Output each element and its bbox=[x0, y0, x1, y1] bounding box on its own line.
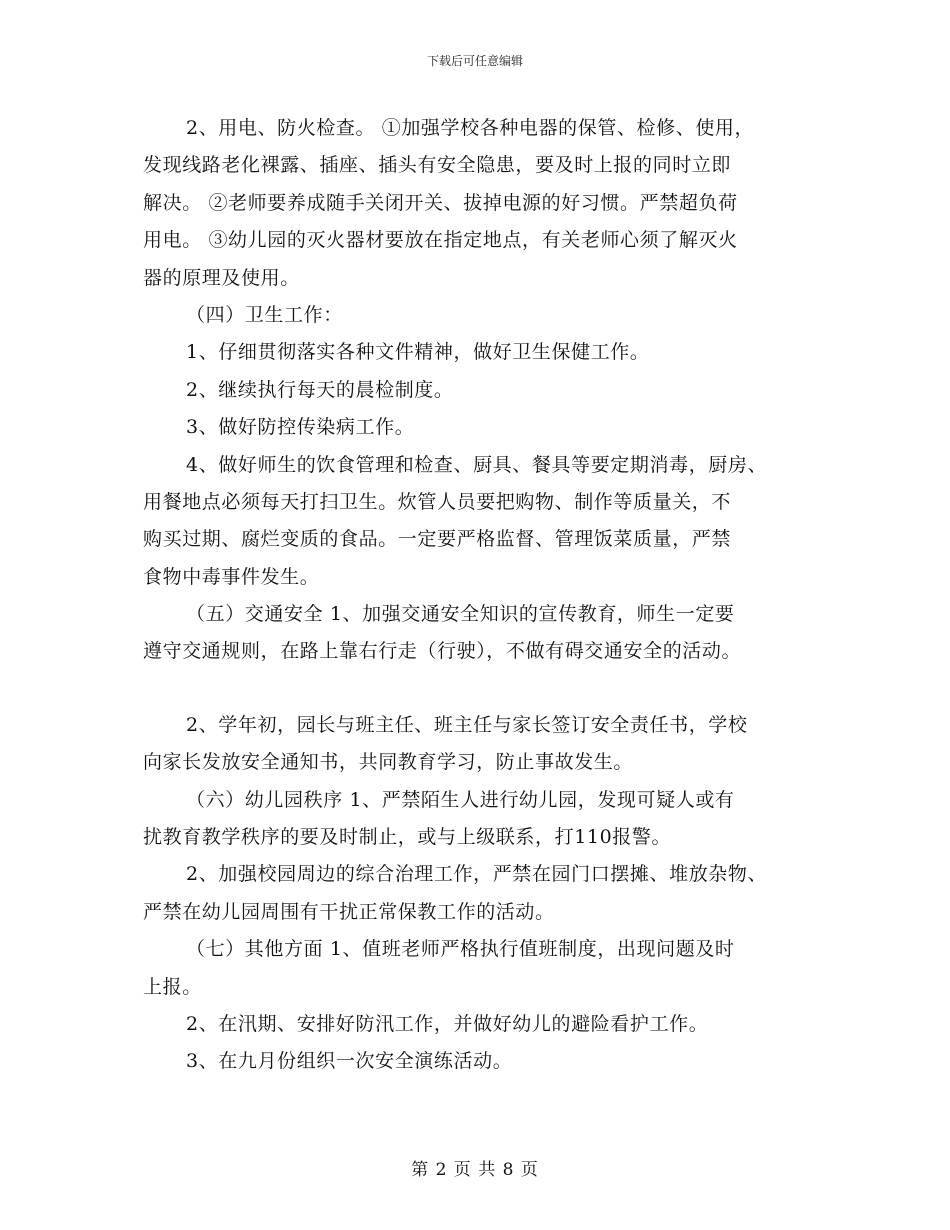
paragraph-line: 购买过期、腐烂变质的食品。一定要严格监督、管理饭菜质量，严禁 bbox=[143, 528, 732, 551]
paragraph-line: 发现线路老化裸露、插座、插头有安全隐患，要及时上报的同时立即 bbox=[143, 154, 732, 177]
section-heading: （四）卫生工作： bbox=[186, 303, 343, 326]
paragraph-line: 遵守交通规则，在路上靠右行走（行驶），不做有碍交通安全的活动。 bbox=[143, 640, 742, 663]
paragraph-line: 1、仔细贯彻落实各种文件精神，做好卫生保健工作。 bbox=[186, 341, 650, 364]
section-heading: （七）其他方面 1、值班老师严格执行值班制度，出现问题及时 bbox=[186, 938, 735, 961]
section-heading: （五）交通安全 1、加强交通安全知识的宣传教育，师生一定要 bbox=[186, 603, 735, 626]
paragraph-line: 食物中毒事件发生。 bbox=[143, 565, 320, 588]
paragraph-line: 2、加强校园周边的综合治理工作，严禁在园门口摆摊、堆放杂物、 bbox=[186, 863, 768, 886]
paragraph-line: 2、用电、防火检查。 ①加强学校各种电器的保管、检修、使用， bbox=[186, 117, 755, 139]
document-body bbox=[143, 110, 833, 1081]
paragraph-line: 用电。 ③幼儿园的灭火器材要放在指定地点，有关老师心须了解灭火 bbox=[143, 229, 738, 252]
paragraph-line: 2、在汛期、安排好防汛工作，并做好幼儿的避险看护工作。 bbox=[186, 1012, 709, 1035]
paragraph-line: 4、做好师生的饮食管理和检查、厨具、餐具等要定期消毒，厨房、 bbox=[186, 453, 768, 476]
paragraph-line: 2、继续执行每天的晨检制度。 bbox=[186, 378, 454, 401]
paragraph-line: 3、在九月份组织一次安全演练活动。 bbox=[186, 1050, 513, 1073]
page-header: 下载后可任意编辑 bbox=[426, 54, 523, 68]
paragraph-line: 扰教育教学秩序的要及时制止，或与上级联系，打110报警。 bbox=[143, 826, 672, 849]
paragraph-line: 用餐地点必须每天打扫卫生。炊管人员要把购物、制作等质量关，不 bbox=[143, 490, 732, 513]
page-footer: 第 2 页 共 8 页 bbox=[411, 1160, 539, 1180]
section-heading: （六）幼儿园秩序 1、严禁陌生人进行幼儿园，发现可疑人或有 bbox=[186, 788, 735, 811]
paragraph-line: 2、学年初，园长与班主任、班主任与家长签订安全责任书，学校 bbox=[186, 713, 748, 736]
paragraph-line: 解决。 ②老师要养成随手关闭开关、拔掉电源的好习惯。严禁超负荷 bbox=[143, 191, 738, 214]
paragraph-line: 上报。 bbox=[143, 975, 202, 998]
paragraph-line: 器的原理及使用。 bbox=[143, 266, 300, 289]
paragraph-line: 向家长发放安全通知书，共同教育学习，防止事故发生。 bbox=[143, 751, 634, 774]
paragraph-line: 3、做好防控传染病工作。 bbox=[186, 416, 415, 439]
paragraph-gap bbox=[143, 671, 833, 707]
paragraph-line: 严禁在幼儿园周围有干扰正常保教工作的活动。 bbox=[143, 900, 555, 923]
